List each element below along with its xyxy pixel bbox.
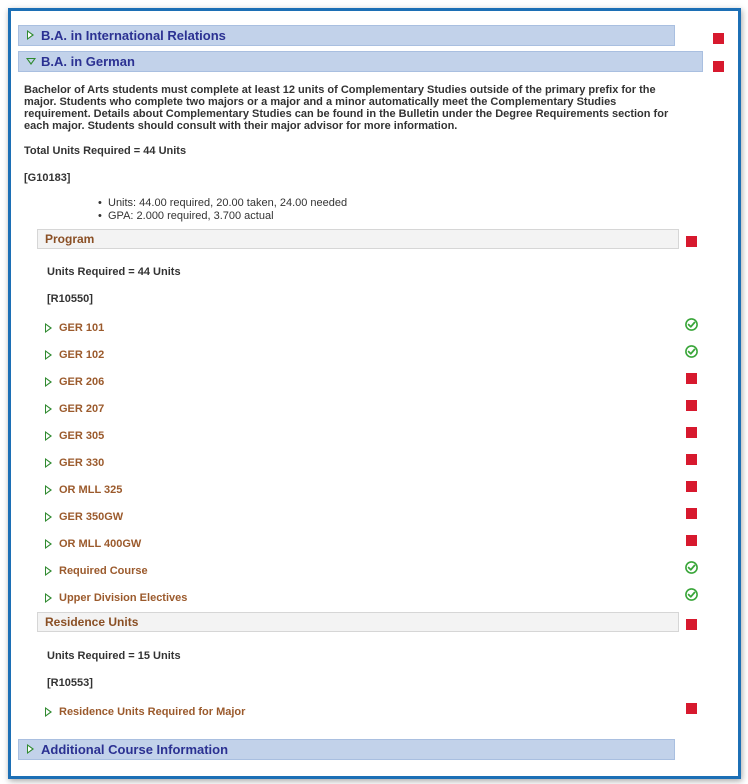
collapse-triangle-icon[interactable] [26,58,36,65]
red-square-icon [686,373,697,384]
program-units-required: Units Required = 44 Units [47,266,181,278]
group-header-additional-course-info[interactable] [18,739,675,760]
expand-triangle-icon[interactable] [45,512,52,522]
red-square-icon [686,400,697,411]
requirement-title-program: Program [45,232,95,246]
expand-triangle-icon[interactable] [45,485,52,495]
expand-triangle-icon[interactable] [45,539,52,549]
red-square-icon [686,454,697,465]
status-units: • Units: 44.00 required, 20.00 taken, 24.00 needed [108,197,347,209]
requirement-link[interactable]: GER 206 [59,376,105,388]
requirement-link[interactable]: Residence Units Required for Major [59,706,246,718]
requirement-link[interactable]: GER 350GW [59,511,124,523]
expand-triangle-icon[interactable] [45,458,52,468]
check-circle-icon [685,318,698,331]
red-square-icon [686,427,697,438]
requirement-link[interactable]: OR MLL 400GW [59,538,142,550]
group-code: [G10183] [24,172,71,184]
group-title-additional-course-info[interactable]: Additional Course Information [41,742,229,757]
red-square-icon [713,33,724,44]
requirement-link[interactable]: GER 102 [59,349,105,361]
requirement-link[interactable]: GER 330 [59,457,105,469]
red-square-icon [686,236,697,247]
requirement-link[interactable]: GER 101 [59,322,105,334]
expand-triangle-icon[interactable] [45,431,52,441]
red-square-icon [686,619,697,630]
expand-triangle-icon[interactable] [27,30,34,40]
check-circle-icon [685,561,698,574]
check-circle-icon [685,345,698,358]
expand-triangle-icon[interactable] [45,377,52,387]
expand-triangle-icon[interactable] [45,323,52,333]
group-description: Bachelor of Arts students must complete at least 12 units of Complementary Studies outside of the primary prefix for the major. Students who complete two majors or a major and a minor automatically meet the Complementary Studies requirement. Details about Complementary Studies can be found in the Bulletin under the Degree Requirements section for each major. Students should consult with their major advisor for more information. [24,84,669,132]
requirement-link[interactable]: OR MLL 325 [59,484,123,496]
requirement-header-program [37,229,679,249]
residence-units-required: Units Required = 15 Units [47,650,181,662]
red-square-icon [686,481,697,492]
requirement-link[interactable]: GER 207 [59,403,105,415]
requirement-header-residence [37,612,679,632]
group-header-german[interactable] [18,51,703,72]
total-units-required: Total Units Required = 44 Units [24,145,187,157]
expand-triangle-icon[interactable] [27,744,34,754]
residence-code: [R10553] [47,677,93,689]
red-square-icon [686,535,697,546]
requirement-link[interactable]: Upper Division Electives [59,592,188,604]
red-square-icon [713,61,724,72]
program-code: [R10550] [47,293,93,305]
group-title-german[interactable]: B.A. in German [41,54,135,69]
group-title-international-relations[interactable]: B.A. in International Relations [41,28,226,43]
expand-triangle-icon[interactable] [45,404,52,414]
requirement-title-residence: Residence Units [45,615,139,629]
check-circle-icon [685,588,698,601]
expand-triangle-icon[interactable] [45,350,52,360]
red-square-icon [686,703,697,714]
red-square-icon [686,508,697,519]
expand-triangle-icon[interactable] [45,593,52,603]
expand-triangle-icon[interactable] [45,707,52,717]
requirement-link[interactable]: Required Course [59,565,148,577]
expand-triangle-icon[interactable] [45,566,52,576]
group-header-international-relations[interactable] [18,25,675,46]
status-gpa: • GPA: 2.000 required, 3.700 actual [108,210,274,222]
requirement-link[interactable]: GER 305 [59,430,105,442]
